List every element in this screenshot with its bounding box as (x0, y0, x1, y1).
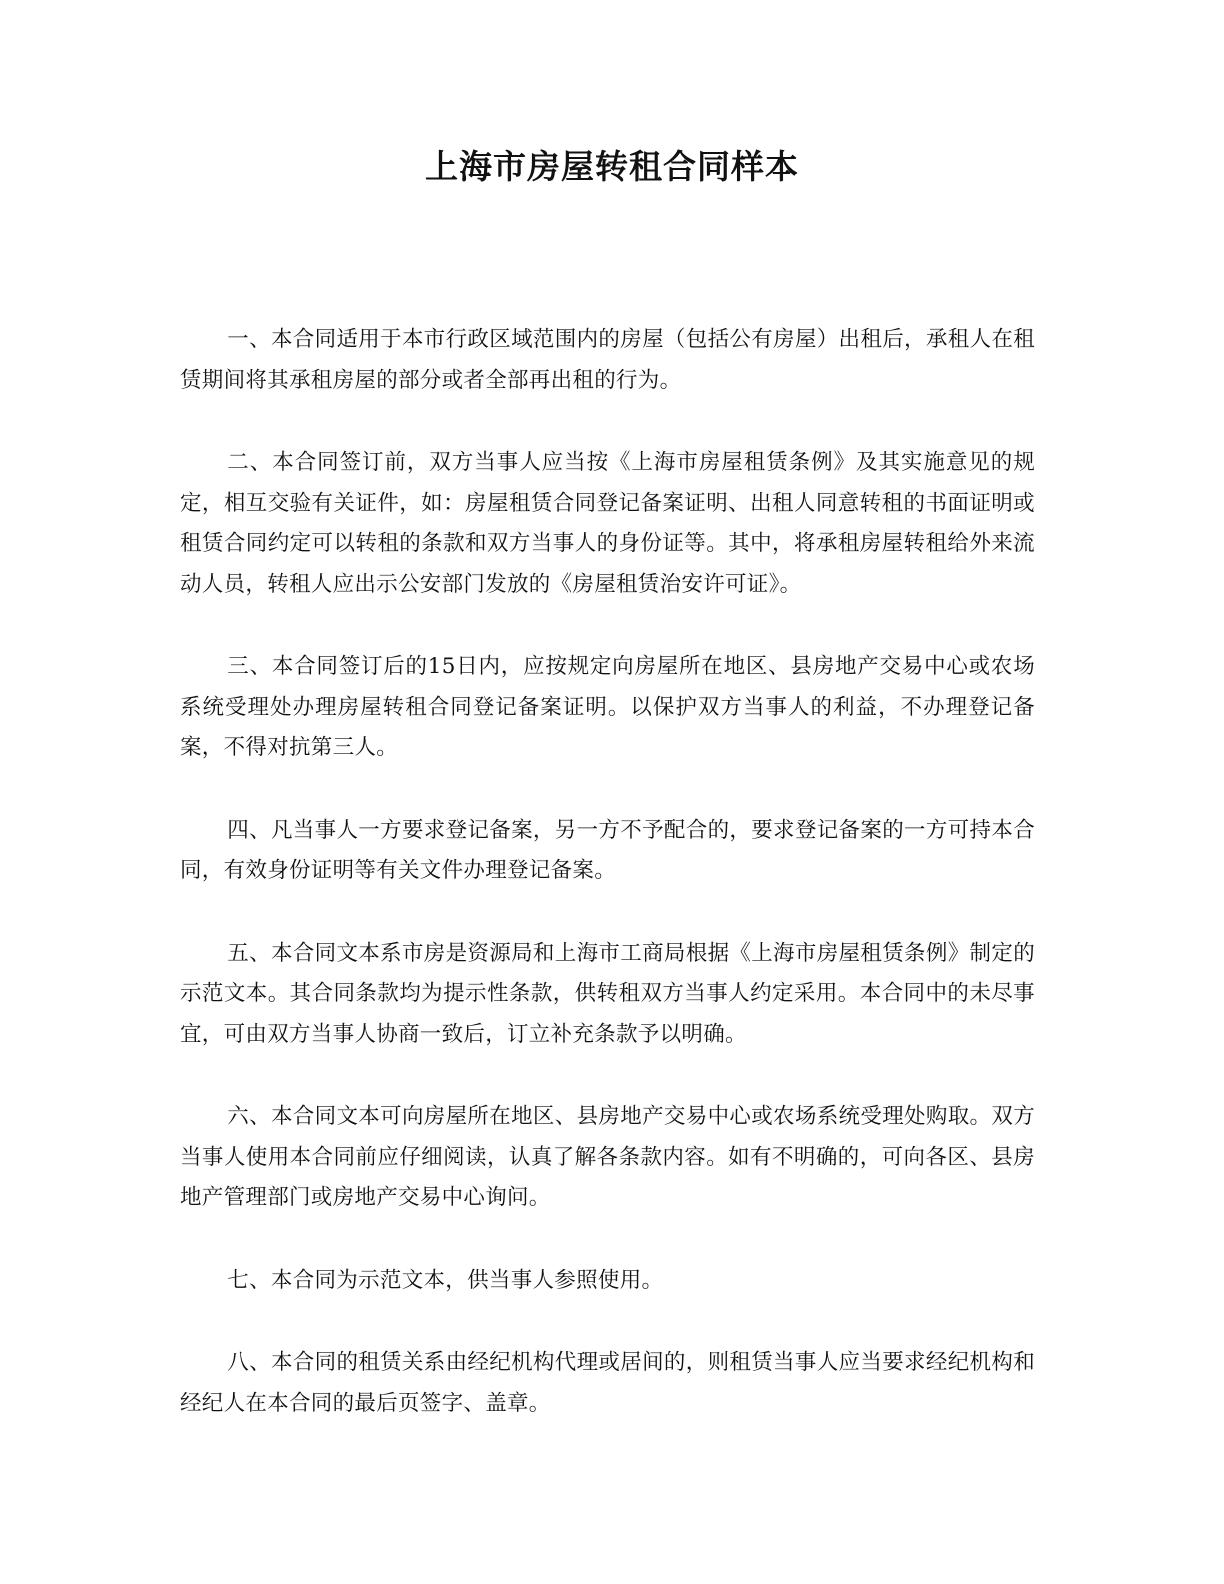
clause-2: 二、本合同签订前，双方当事人应当按《上海市房屋租赁条例》及其实施意见的规定，相互交验有关证件，如：房屋租赁合同登记备案证明、出租人同意转租的书面证明或租赁合同约定可以转租的条款和双方当事人的身份证等。其中，将承租房屋转租给外来流动人员，转租人应出示公安部门发放的《房屋租赁治安许可证》。 (180, 450, 1035, 597)
document-body (180, 320, 1035, 1466)
document-title: 上海市房屋转租合同样本 (425, 147, 799, 186)
clause-4: 四、凡当事人一方要求登记备案，另一方不予配合的，要求登记备案的一方可持本合同，有效身份证明等有关文件办理登记备案。 (180, 817, 1035, 883)
clause-7: 七、本合同为示范文本，供当事人参照使用。 (227, 1267, 664, 1293)
clause-5: 五、本合同文本系市房是资源局和上海市工商局根据《上海市房屋租赁条例》制定的示范文本。其合同条款均为提示性条款，供转租双方当事人约定采用。本合同中的未尽事宜，可由双方当事人协商一致后，订立补充条款予以明确。 (180, 940, 1035, 1047)
clause-1: 一、本合同适用于本市行政区域范围内的房屋（包括公有房屋）出租后，承租人在租赁期间将其承租房屋的部分或者全部再出租的行为。 (180, 327, 1035, 393)
clause-8: 八、本合同的租赁关系由经纪机构代理或居间的，则租赁当事人应当要求经纪机构和经纪人在本合同的最后页签字、盖章。 (180, 1350, 1035, 1416)
clause-6: 六、本合同文本可向房屋所在地区、县房地产交易中心或农场系统受理处购取。双方当事人使用本合同前应仔细阅读，认真了解各条款内容。如有不明确的，可向各区、县房地产管理部门或房地产交易中心询问。 (180, 1104, 1035, 1210)
clause-3: 三、本合同签订后的15日内，应按规定向房屋所在地区、县房地产交易中心或农场系统受理处办理房屋转租合同登记备案证明。以保护双方当事人的利益，不办理登记备案，不得对抗第三人。 (180, 654, 1035, 760)
